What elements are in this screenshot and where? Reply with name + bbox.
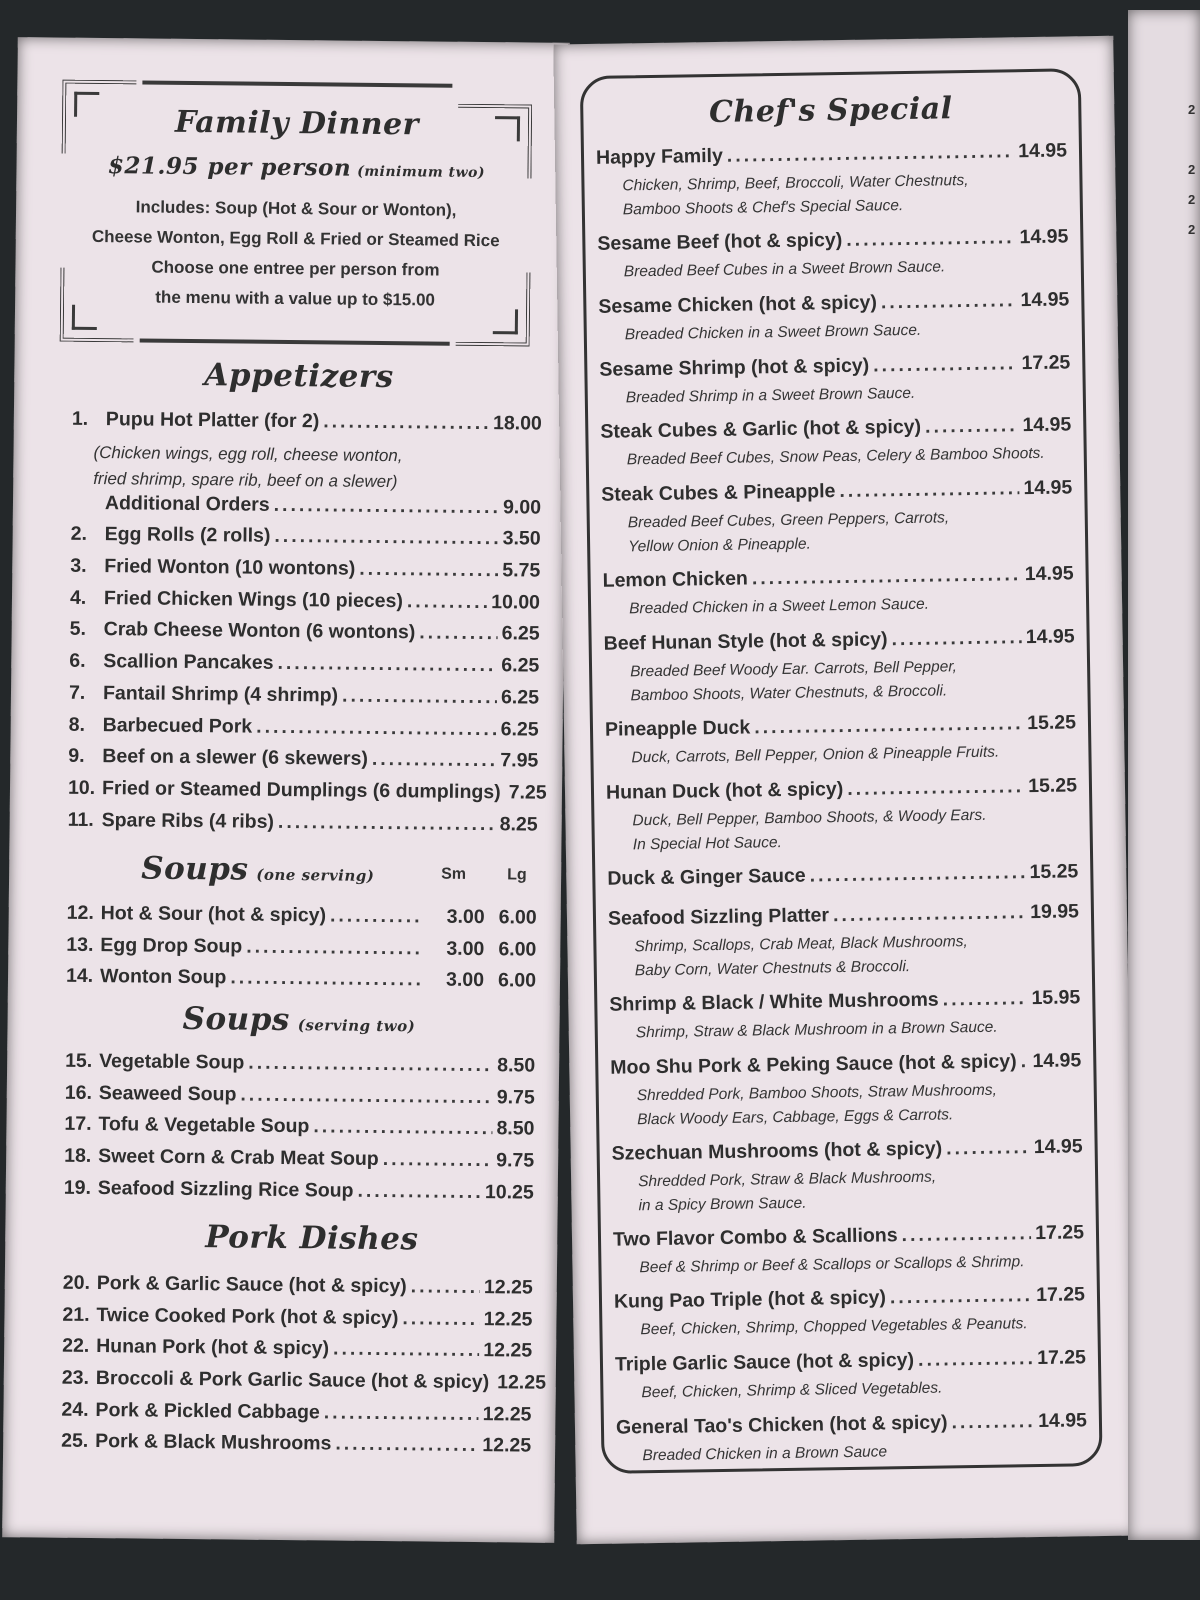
next-page-edge xyxy=(1128,10,1200,1540)
family-dinner-rule-top xyxy=(142,80,452,87)
dot-leader xyxy=(407,590,488,614)
chef-special-item xyxy=(615,1346,1087,1416)
dot-leader xyxy=(925,415,1019,439)
next-page-digit: 2 xyxy=(1188,162,1196,177)
menu-item xyxy=(65,1050,535,1087)
menu-right-page xyxy=(553,36,1136,1545)
menu-item xyxy=(72,408,542,445)
item-name: Lemon Chicken xyxy=(602,567,749,592)
item-description: Duck, Bell Pepper, Bamboo Shoots, & Woody Ears. xyxy=(632,806,987,830)
family-dinner-line: Choose one entree per person from xyxy=(151,257,440,280)
family-dinner-description xyxy=(80,192,511,316)
item-price: 14.95 xyxy=(1022,413,1072,437)
item-number: 4. xyxy=(69,586,87,609)
item-description: Breaded Beef Cubes, Snow Peas, Celery & Bamboo Shoots. xyxy=(626,445,1045,469)
dot-leader xyxy=(881,289,1017,314)
item-price: 14.95 xyxy=(1037,1409,1088,1433)
item-description: in a Spicy Brown Sauce. xyxy=(638,1194,807,1214)
menu-item xyxy=(69,650,539,687)
item-price: 9.75 xyxy=(496,1085,535,1109)
menu-item xyxy=(62,1303,532,1340)
pork-dishes-list xyxy=(61,1271,547,1467)
item-name: Seafood Sizzling Platter xyxy=(607,904,830,930)
item-description: Breaded Chicken in a Sweet Lemon Sauce. xyxy=(628,595,930,618)
dot-leader xyxy=(873,352,1018,377)
dot-leader xyxy=(411,1275,480,1299)
chef-special-item xyxy=(612,1135,1084,1228)
dot-leader xyxy=(357,1180,481,1204)
chef-special-item xyxy=(597,225,1069,295)
soups-two-subtitle: (serving two) xyxy=(297,1016,416,1036)
dot-leader xyxy=(839,477,1019,503)
family-dinner-price xyxy=(61,152,531,184)
item-description: Breaded Beef Cubes in a Sweet Brown Sauce. xyxy=(623,258,946,281)
chef-special-item xyxy=(601,477,1073,570)
dot-leader xyxy=(323,410,489,435)
item-price: 12.25 xyxy=(497,1371,547,1394)
item-name: Sesame Beef (hot & spicy) xyxy=(597,228,843,255)
dot-leader xyxy=(419,622,498,646)
menu-item xyxy=(70,586,540,623)
item-name: Fried or Steamed Dumplings (6 dumplings) xyxy=(101,776,501,804)
column-header-lg: Lg xyxy=(507,866,527,884)
item-note: (Chicken wings, egg roll, cheese wonton, xyxy=(93,442,403,465)
next-page-digit: 2 xyxy=(1188,192,1196,207)
menu-item xyxy=(67,776,547,814)
item-price: 14.95 xyxy=(1019,225,1069,249)
item-name: Happy Family xyxy=(595,144,723,169)
item-name: Triple Garlic Sauce (hot & spicy) xyxy=(614,1349,915,1376)
menu-item xyxy=(63,1272,533,1309)
soups-one-title-text: Soups xyxy=(140,850,249,888)
pork-dishes-title: Pork Dishes xyxy=(205,1219,419,1258)
soups-two-title-text: Soups xyxy=(182,1000,291,1039)
item-description: Bamboo Shoots & Chef's Special Sauce. xyxy=(622,197,904,219)
item-name: Sweet Corn & Crab Meat Soup xyxy=(98,1145,379,1171)
item-number: 17. xyxy=(64,1113,92,1136)
item-description: Shrimp, Straw & Black Mushroom in a Brown Sauce. xyxy=(635,1018,998,1042)
item-description: Breaded Beef Woody Ear. Carrots, Bell Pepper, xyxy=(629,658,958,681)
item-price: 15.25 xyxy=(1029,860,1079,883)
dot-leader xyxy=(846,226,1016,252)
item-number: 20. xyxy=(62,1271,91,1294)
item-name: Steak Cubes & Pineapple xyxy=(601,480,836,506)
item-name: Pineapple Duck xyxy=(604,716,751,741)
menu-item xyxy=(67,808,537,845)
item-price: 17.25 xyxy=(1021,351,1071,374)
chef-special-item xyxy=(604,625,1076,718)
item-name: Two Flavor Combo & Scallions xyxy=(612,1223,898,1251)
menu-item xyxy=(61,1430,531,1467)
dot-leader xyxy=(1020,1050,1028,1073)
item-number: 7. xyxy=(68,681,86,704)
dot-leader xyxy=(891,626,1022,651)
item-name: Pork & Pickled Cabbage xyxy=(95,1398,320,1424)
item-name: Fried Wonton (10 wontons) xyxy=(104,555,356,580)
appetizers-title: Appetizers xyxy=(204,357,394,396)
item-name: Sesame Chicken (hot & spicy) xyxy=(598,291,878,318)
item-name: Tofu & Vegetable Soup xyxy=(98,1113,310,1138)
item-number: 12. xyxy=(66,901,94,924)
chefs-special-title: Chef's Special xyxy=(708,91,953,131)
family-dinner-line: Cheese Wonton, Egg Roll & Fried or Steamed Rice xyxy=(91,226,500,251)
item-name: Scallion Pancakes xyxy=(103,650,274,674)
chef-special-item xyxy=(616,1409,1088,1479)
item-name: Hunan Pork (hot & spicy) xyxy=(96,1335,330,1360)
dot-leader xyxy=(359,558,498,582)
chef-special-item xyxy=(603,563,1075,633)
item-number: 3. xyxy=(70,554,87,577)
item-name: Twice Cooked Pork (hot & spicy) xyxy=(96,1303,399,1329)
item-name: Pork & Black Mushrooms xyxy=(95,1430,332,1455)
dot-leader xyxy=(342,684,497,709)
chef-special-item xyxy=(599,351,1071,421)
chef-special-item xyxy=(609,986,1081,1056)
menu-item xyxy=(64,1145,534,1182)
item-price: 7.95 xyxy=(500,749,539,772)
chef-item-row xyxy=(607,860,1078,895)
dot-leader xyxy=(240,1083,493,1109)
item-price: 10.00 xyxy=(491,590,541,614)
item-description: In Special Hot Sauce. xyxy=(632,833,783,854)
family-dinner-price-value: $21.95 per person xyxy=(107,152,352,182)
menu-item xyxy=(61,1398,531,1435)
item-price: 6.25 xyxy=(500,717,539,741)
family-dinner-minimum: (minimum two) xyxy=(357,163,486,182)
item-number: 22. xyxy=(62,1335,90,1358)
item-description: Bamboo Shoots, Water Chestnuts, & Broccoli. xyxy=(630,682,948,705)
item-name: Beef Hunan Style (hot & spicy) xyxy=(603,628,888,655)
item-price: 15.25 xyxy=(1027,774,1078,797)
item-price: 17.25 xyxy=(1036,1346,1087,1370)
item-number: 2. xyxy=(70,523,88,546)
item-price: 6.25 xyxy=(500,686,540,709)
dot-leader xyxy=(324,1401,479,1426)
item-name: Kung Pao Triple (hot & spicy) xyxy=(613,1286,887,1314)
dot-leader xyxy=(752,563,1021,590)
chef-special-item xyxy=(610,1049,1082,1142)
item-number: 18. xyxy=(64,1144,92,1168)
dot-leader xyxy=(383,1148,493,1172)
item-price: 19.95 xyxy=(1029,900,1080,923)
item-description: Yellow Onion & Pineapple. xyxy=(628,535,811,556)
item-description: Beef, Chicken, Shrimp & Sliced Vegetables. xyxy=(641,1379,943,1402)
menu-item xyxy=(61,1366,547,1404)
dot-leader xyxy=(248,1052,493,1078)
item-price: 10.25 xyxy=(484,1180,534,1204)
item-price: 6.25 xyxy=(501,622,540,646)
menu-item xyxy=(68,713,538,750)
item-price: 14.95 xyxy=(1025,625,1075,649)
item-description: Shredded Pork, Straw & Black Mushrooms, xyxy=(637,1168,937,1190)
next-page-digit: 2 xyxy=(1188,222,1196,237)
item-price: 14.95 xyxy=(1033,1134,1083,1158)
chefs-special-list xyxy=(596,139,1088,1479)
dot-leader xyxy=(943,987,1028,1011)
dot-leader xyxy=(278,810,496,835)
item-number: 9. xyxy=(68,744,85,768)
item-number: 5. xyxy=(69,618,87,641)
dot-leader xyxy=(274,494,500,519)
dot-leader xyxy=(754,712,1023,739)
item-name: General Tao's Chicken (hot & spicy) xyxy=(615,1411,948,1439)
item-price: 3.50 xyxy=(502,527,541,551)
item-number: 25. xyxy=(61,1430,89,1453)
item-name: Seafood Sizzling Rice Soup xyxy=(97,1176,354,1202)
item-number: 14. xyxy=(65,965,94,988)
menu-item xyxy=(66,965,536,1002)
item-price: 12.25 xyxy=(483,1339,533,1362)
family-dinner-rule-bottom xyxy=(140,338,450,345)
item-price: 8.25 xyxy=(499,812,538,836)
dot-leader xyxy=(402,1307,479,1331)
menu-item xyxy=(69,618,539,655)
dot-leader xyxy=(277,652,497,677)
item-description: Breaded Chicken in a Sweet Brown Sauce. xyxy=(624,321,922,344)
item-name: Beef on a slewer (6 skewers) xyxy=(102,745,368,771)
item-number: 19. xyxy=(63,1176,92,1199)
item-name: Steak Cubes & Garlic (hot & spicy) xyxy=(600,416,922,444)
item-name: Szechuan Mushrooms (hot & spicy) xyxy=(611,1137,943,1165)
item-name: Wonton Soup xyxy=(99,965,227,989)
dot-leader xyxy=(918,1347,1033,1372)
item-description: Breaded Shrimp in a Sweet Brown Sauce. xyxy=(625,384,916,406)
item-price: 5.75 xyxy=(502,559,541,582)
family-dinner-line: Includes: Soup (Hot & Sour or Wonton), xyxy=(135,197,457,220)
item-name: Sesame Shrimp (hot & spicy) xyxy=(599,354,870,381)
column-header-sm: Sm xyxy=(441,865,467,883)
item-number: 21. xyxy=(62,1303,90,1326)
soups-one-subtitle: (one serving) xyxy=(256,865,375,885)
dot-leader xyxy=(335,1433,478,1457)
dot-leader xyxy=(274,525,498,550)
item-price: 15.25 xyxy=(1026,711,1077,735)
item-number: 1. xyxy=(71,407,89,430)
item-name: Hunan Duck (hot & spicy) xyxy=(605,777,844,804)
menu-item xyxy=(70,523,540,560)
item-name: Shrimp & Black / White Mushrooms xyxy=(609,988,939,1016)
item-price-small: 3.00 xyxy=(446,905,485,929)
item-price: 14.95 xyxy=(1024,562,1074,586)
item-description: Breaded Chicken in a Brown Sauce xyxy=(642,1443,888,1465)
item-price: 15.95 xyxy=(1031,986,1081,1009)
dot-leader xyxy=(313,1116,492,1141)
item-description: Black Woody Ears, Cabbage, Eggs & Carrots. xyxy=(637,1105,954,1128)
menu-item xyxy=(71,491,541,528)
item-name: Moo Shu Pork & Peking Sauce (hot & spicy) xyxy=(610,1049,1017,1079)
chef-special-item xyxy=(614,1284,1086,1354)
item-number: 23. xyxy=(61,1366,90,1390)
dot-leader xyxy=(890,1284,1033,1309)
item-price-small: 3.00 xyxy=(445,969,485,992)
item-price: 14.95 xyxy=(1018,139,1068,163)
item-name: Fried Chicken Wings (10 pieces) xyxy=(103,586,404,612)
item-price: 12.25 xyxy=(483,1307,533,1331)
item-name: Seaweed Soup xyxy=(98,1081,237,1106)
item-price: 17.25 xyxy=(1035,1283,1086,1307)
item-number: 16. xyxy=(64,1081,93,1104)
item-name: Fantail Shrimp (4 shrimp) xyxy=(102,681,339,707)
item-name: Hot & Sour (hot & spicy) xyxy=(100,902,327,927)
soups-two-list xyxy=(64,1050,536,1213)
dot-leader xyxy=(901,1222,1031,1247)
item-price: 17.25 xyxy=(1034,1220,1085,1244)
dot-leader xyxy=(727,140,1015,168)
soups-two-title xyxy=(182,1001,415,1039)
menu-item xyxy=(66,933,536,970)
dot-leader xyxy=(833,901,1026,927)
chef-special-item xyxy=(600,414,1072,484)
dot-leader xyxy=(951,1410,1034,1434)
item-price: 14.95 xyxy=(1032,1048,1082,1072)
item-name: Spare Ribs (4 ribs) xyxy=(101,808,275,833)
dot-leader xyxy=(809,861,1025,887)
item-number: 11. xyxy=(67,808,94,831)
item-price: 14.95 xyxy=(1023,476,1073,500)
item-name: Broccoli & Pork Garlic Sauce (hot & spicy) xyxy=(95,1367,490,1394)
item-price-small: 3.00 xyxy=(446,937,485,960)
item-name: Crab Cheese Wonton (6 wontons) xyxy=(103,618,416,644)
item-description: Duck, Carrots, Bell Pepper, Onion & Pineapple Fruits. xyxy=(631,743,1000,767)
item-number: 15. xyxy=(65,1049,93,1072)
menu-item xyxy=(70,555,540,592)
menu-item xyxy=(66,902,536,939)
item-price-large: 6.00 xyxy=(497,969,537,993)
item-name: Pupu Hot Platter (for 2) xyxy=(105,408,320,433)
item-name: Additional Orders xyxy=(104,491,270,516)
dot-leader xyxy=(946,1136,1030,1160)
item-description: Baby Corn, Water Chestnuts & Broccoli. xyxy=(634,957,911,980)
item-description: Breaded Beef Cubes, Green Peppers, Carrots, xyxy=(627,509,950,532)
item-price: 12.25 xyxy=(483,1276,533,1299)
menu-item xyxy=(65,1081,535,1118)
next-page-digit: 2 xyxy=(1188,102,1196,117)
dot-leader xyxy=(246,935,422,960)
item-price: 9.75 xyxy=(496,1149,535,1172)
chef-special-item xyxy=(598,288,1070,358)
item-number: 13. xyxy=(66,933,94,956)
item-number: 8. xyxy=(68,713,86,736)
chefs-special-box xyxy=(580,68,1103,1474)
item-price: 12.25 xyxy=(482,1402,532,1426)
menu-item xyxy=(62,1335,532,1372)
item-price: 8.50 xyxy=(496,1117,535,1140)
chef-special-item xyxy=(613,1221,1085,1291)
item-price-large: 6.00 xyxy=(498,937,537,961)
dot-leader xyxy=(256,715,497,741)
dot-leader xyxy=(230,967,422,992)
item-price: 7.25 xyxy=(508,781,547,804)
menu-item xyxy=(68,745,538,782)
item-price: 8.50 xyxy=(497,1054,536,1077)
item-note: fried shrimp, spare rib, beef on a slewer) xyxy=(93,468,398,491)
item-price: 18.00 xyxy=(492,412,542,435)
family-dinner-title: Family Dinner xyxy=(174,104,420,143)
item-name: Barbecued Pork xyxy=(102,713,253,738)
item-name: Vegetable Soup xyxy=(99,1050,245,1074)
item-price: 12.25 xyxy=(482,1434,532,1458)
soups-one-title xyxy=(141,850,375,888)
item-name: Pork & Garlic Sauce (hot & spicy) xyxy=(96,1272,407,1298)
family-dinner-box xyxy=(60,80,533,347)
dot-leader xyxy=(372,748,497,772)
chef-special-item xyxy=(608,900,1080,993)
item-description: Chicken, Shrimp, Beef, Broccoli, Water Chestnuts, xyxy=(622,171,969,195)
menu-left-page xyxy=(2,37,570,1543)
item-number: 6. xyxy=(69,649,86,673)
chef-special-item xyxy=(606,774,1078,867)
chef-special-item xyxy=(605,711,1077,781)
item-description: Shredded Pork, Bamboo Shoots, Straw Mushrooms, xyxy=(636,1081,997,1104)
item-price: 14.95 xyxy=(1020,288,1070,311)
dot-leader xyxy=(330,904,423,928)
menu-item xyxy=(69,682,539,719)
dot-leader xyxy=(847,775,1024,801)
item-description: Beef & Shrimp or Beef & Scallops or Scallops & Shrimp. xyxy=(639,1252,1025,1276)
menu-item xyxy=(64,1176,534,1213)
item-name: Egg Drop Soup xyxy=(100,933,243,958)
item-number: 24. xyxy=(61,1398,89,1421)
item-number: 10. xyxy=(67,776,96,799)
item-price: 9.00 xyxy=(502,495,542,519)
item-price-large: 6.00 xyxy=(498,906,537,929)
family-dinner-line: the menu with a value up to $15.00 xyxy=(155,287,436,310)
menu-item xyxy=(64,1113,534,1150)
item-name: Egg Rolls (2 rolls) xyxy=(104,523,271,548)
soups-one-list xyxy=(66,902,537,1002)
item-description: Shrimp, Scallops, Crab Meat, Black Mushrooms, xyxy=(634,932,968,956)
appetizers-list xyxy=(67,407,547,845)
item-price: 6.25 xyxy=(501,654,540,677)
chef-special-item xyxy=(596,139,1068,232)
dot-leader xyxy=(333,1338,479,1363)
item-description: Beef, Chicken, Shrimp, Chopped Vegetables & Peanuts. xyxy=(640,1315,1028,1339)
item-name: Duck & Ginger Sauce xyxy=(607,864,806,890)
